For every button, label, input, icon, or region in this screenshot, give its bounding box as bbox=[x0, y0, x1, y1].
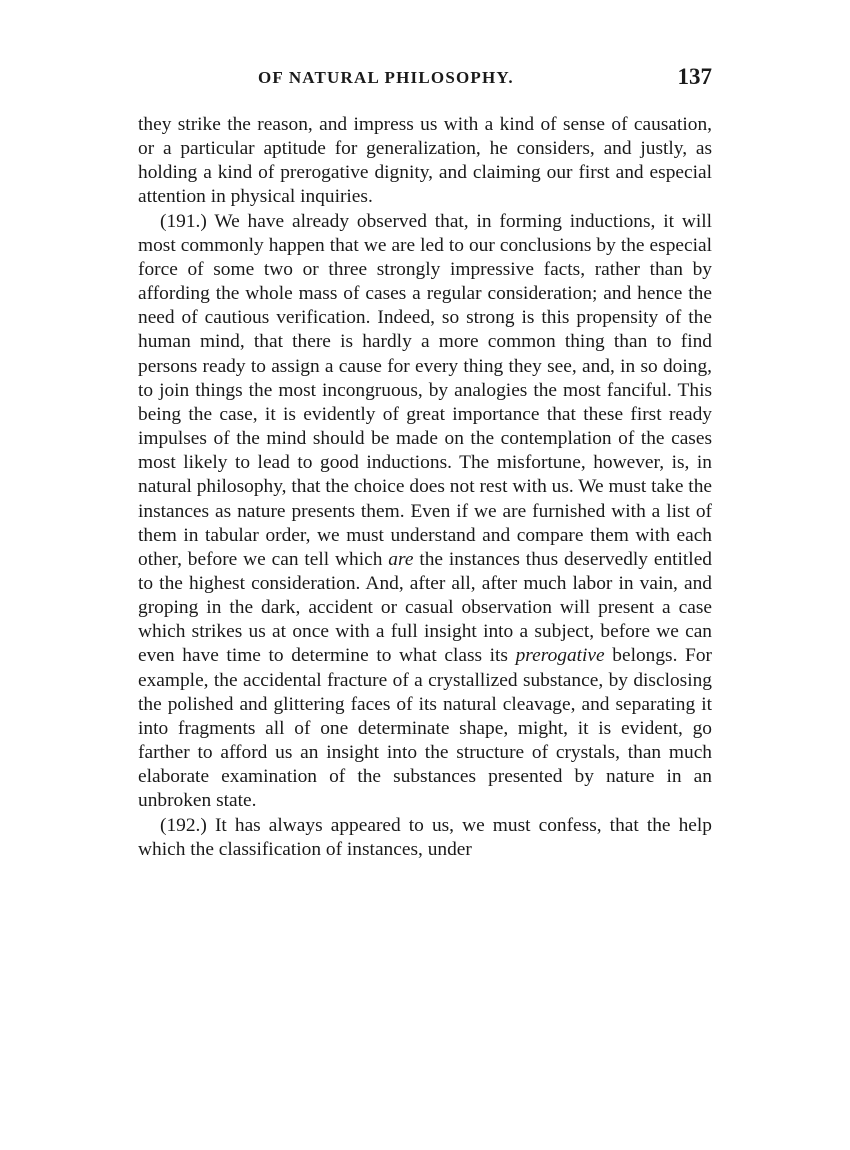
paragraph-text: It has always appeared to us, we must confess, that the help which the classification of instances, under bbox=[138, 814, 712, 860]
paragraph-text: belongs. For example, the accidental fracture of a crystallized substance, by disclosing the polished and glittering faces of its natural cleavage, and separating it into fragments all of one determinate shape, might, it is evident, go farther to afford us an insight into the structure of crystals, than much elaborate examination of the substances presented by nature in an unbroken state. bbox=[138, 645, 712, 812]
paragraph-191 bbox=[138, 210, 712, 814]
paragraph-text: the instances thus deservedly entitled to the highest consideration. And, after all, after much labor in vain, and groping in the dark, accident or casual observation will present a case which strikes us at once with a full insight into a subject, before we can even have time to determine to what class its bbox=[138, 548, 712, 667]
paragraph-192 bbox=[138, 814, 712, 862]
running-head bbox=[138, 64, 712, 94]
emphasis-are: are bbox=[388, 548, 414, 570]
running-title: OF NATURAL PHILOSOPHY. bbox=[258, 68, 514, 87]
page-number: 137 bbox=[677, 64, 712, 89]
paragraph-text: they strike the reason, and impress us with a kind of sense of causation, or a particular aptitude for generalization, he considers, and justly, as holding a kind of prerogative dignity, and claiming our first and especial attention in physical inquiries. bbox=[138, 114, 712, 208]
section-number: (192.) bbox=[160, 814, 207, 836]
paragraph-continuation bbox=[138, 113, 712, 210]
paragraph-text: We have already observed that, in forming inductions, it will most commonly happen that we are led to our conclusions by the especial force of some two or three strongly impressive facts, rather than by affording the whole mass of cases a regular consideration; and hence the need of cautious verification. Indeed, so strong is this propensity of the human mind, that there is hardly a more common thing than to find persons ready to assign a cause for every thing they see, and, in so doing, to join things the most incongruous, by analogies the most fanciful. This being the case, it is evidently of great importance that these first ready impulses of the mind should be made on the contemplation of the cases most likely to lead to good inductions. The misfortune, however, is, in natural philosophy, that the choice does not rest with us. We must take the instances as nature presents them. Even if we are furnished with a list of them in tabular order, we must understand and compare them with each other, before we can tell which bbox=[138, 210, 712, 570]
body-text bbox=[138, 113, 712, 862]
emphasis-prerogative: prerogative bbox=[515, 645, 605, 667]
section-number: (191.) bbox=[160, 210, 207, 232]
